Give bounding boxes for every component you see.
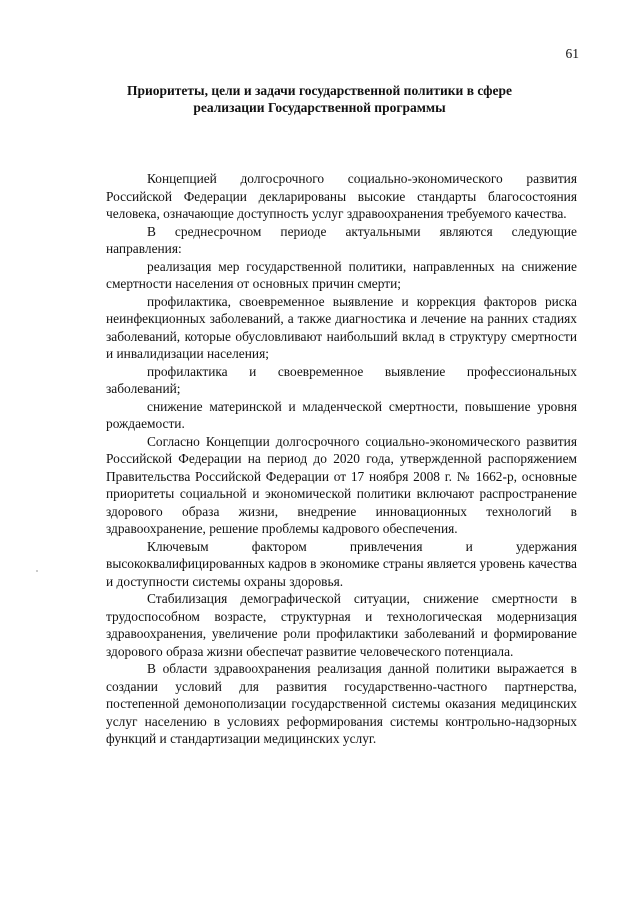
paragraph: снижение материнской и младенческой смертности, повышение уровня рождаемости. — [106, 398, 577, 431]
paragraph: Ключевым фактором привлечения и удержания высококвалифицированных кадров в экономике страны является уровень качества и доступности системы охраны здоровья. — [106, 538, 577, 589]
section-title: Приоритеты, цели и задачи государственной политики в сфере реализации Государственной программы — [126, 83, 513, 115]
paragraph: Согласно Концепции долгосрочного социально-экономического развития Российской Федерации на период до 2020 года, утвержденной распоряжением Правительства Российской Федерации от 17 ноября 2008 г. № 1662-р, основные приоритеты социальной и экономической политики включают распространение здорового образа жизни, внедрение инновационных технологий в здравоохранение, решение проблемы кадрового обеспечения. — [106, 433, 577, 536]
paragraph: В области здравоохранения реализация данной политики выражается в создании условий для развития государственно-частного партнерства, постепенной демонополизации государственной системы оказания медицинских услуг населению в условиях реформирования системы контрольно-надзорных функций и стандартизации медицинских услуг. — [106, 661, 577, 746]
paragraph: Стабилизация демографической ситуации, снижение смертности в трудоспособном возрасте, структурная и технологическая модернизация здравоохранения, увеличение роли профилактики заболеваний и формирование здорового образа жизни обеспечат развитие человеческого потенциала. — [106, 591, 577, 659]
scan-speck — [36, 570, 38, 572]
paragraph: реализация мер государственной политики, направленных на снижение смертности населения от основных причин смерти; — [106, 258, 577, 291]
paragraph: Концепцией долгосрочного социально-экономического развития Российской Федерации декларированы высокие стандарты благосостояния человека, означающие доступность услуг здравоохранения требуемого качества. — [106, 171, 577, 221]
paragraph: профилактика, своевременное выявление и коррекция факторов риска неинфекционных заболеваний, а также диагностика и лечение на ранних стадиях заболеваний, которые обусловливают наибольший вклад в структуру смертности и инвалидизации населения; — [106, 293, 577, 361]
page-number: 61 — [565, 46, 579, 61]
paragraph: В среднесрочном периоде актуальными являются следующие направления: — [106, 223, 577, 256]
paragraph: профилактика и своевременное выявление профессиональных заболеваний; — [106, 363, 577, 396]
body-text — [106, 170, 577, 748]
